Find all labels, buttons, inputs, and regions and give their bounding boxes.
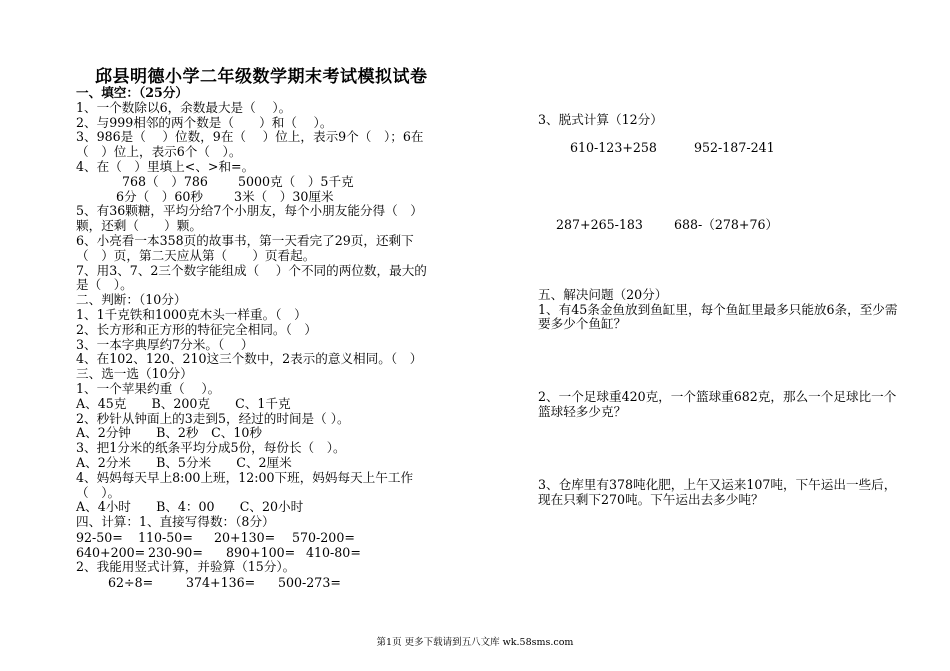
vertical-calc-row [76,575,438,590]
compare-item: 3米（ ）30厘米 [234,188,334,204]
question-1-2: 2、与999相邻的两个数是（ ）和（ ）。 [76,114,333,130]
math-item: 688-（278+76） [674,216,779,232]
compare-row-1 [76,175,438,190]
question-1-5: 5、有36颗糖，平均分给7个小朋友，每个小朋友能分得（ ）颗，还剩（ ）颗。 [76,203,423,234]
question-5-1: 1、有45条金鱼放到鱼缸里，每个鱼缸里最多只能放6条，至少需要多少个鱼缸？ [538,301,898,332]
question-1-7: 7、用3、7、2三个数字能组成（ ）个不同的两位数，最大的是（ ）。 [76,262,427,293]
compare-item: 6分（ ）60秒 [116,188,204,204]
math-item: 570-200= [292,529,355,545]
math-item: 62÷8= [108,574,154,590]
step-calc-row-1 [538,140,908,155]
compare-row-2 [76,190,438,205]
question-4-2: 2、我能用竖式计算，并验算（15分）。 [76,558,296,574]
question-5-3: 3、仓库里有378吨化肥，上午又运来107吨，下午运出一些后，现在只剩下270吨。下午运出去多少吨？ [538,476,897,507]
question-3-1: 1、一个苹果约重（ ）。 [76,380,221,396]
math-item: 610-123+258 [570,139,657,155]
page-footer: 第1页 更多下载请到五八文库 wk.58sms.com [376,637,574,648]
question-3-2: 2、秒针从钟面上的3走到5，经过的时间是（ ）。 [76,410,350,426]
math-item: 640+200= [76,544,146,560]
math-item: 20+130= [214,529,276,545]
question-3-3: 3、把1分米的纸条平均分成5份，每份长（ ）。 [76,440,346,456]
question-3-2-options: A、2分钟 B、2秒 C、10秒 [76,425,262,441]
question-3-1-options: A、45克 B、200克 C、1千克 [76,395,291,411]
math-item: 230-90= [148,544,203,560]
step-calc-row-2 [538,217,908,232]
section-2-header: 二、判断：（10分） [76,292,187,308]
left-column [76,86,438,590]
math-item: 374+136= [186,574,256,590]
section-5-header: 五、解决问题（20分） [538,286,668,302]
math-item: 890+100= [226,544,296,560]
math-item: 287+265-183 [556,216,643,232]
mental-math-row-1 [76,530,438,545]
section-1-header: 一、填空：（25分） [76,85,188,100]
math-item: 110-50= [138,529,193,545]
question-2-4: 4、在102、120、210这三个数中，2表示的意义相同。（ ） [76,351,423,367]
math-item: 410-80= [306,544,361,560]
page-title: 邱县明德小学二年级数学期末考试模拟试卷 [95,67,428,87]
question-1-1: 1、一个数除以6，余数最大是（ ）。 [76,99,292,115]
question-2-2: 2、长方形和正方形的特征完全相同。（ ） [76,321,317,337]
question-1-6: 6、小亮看一本358页的故事书，第一天看完了29页，还剩下（ ）页，第二天应从第（ ）页看起。 [76,232,414,263]
section-3-header: 三、选一选（10分） [76,366,193,382]
mental-math-row-2 [76,545,438,560]
question-3-4: 4、妈妈每天早上8:00上班，12:00下班，妈妈每天上午工作（ ）。 [76,469,414,500]
math-item: 92-50= [76,529,123,545]
compare-item: 5000克（ ）5千克 [238,173,354,189]
section-4-header: 四、计算：1、直接写得数：（8分） [76,514,275,530]
question-2-3: 3、一本字典厚约7分米。（ ） [76,336,254,352]
math-item: 500-273= [278,574,341,590]
step-calc-header: 3、脱式计算（12分） [538,112,663,127]
question-2-1: 1、1千克铁和1000克木头一样重。（ ） [76,306,307,322]
right-column [538,113,908,507]
compare-item: 768（ ）786 [122,173,208,189]
question-1-3: 3、986是（ ）位数，9在（ ）位上，表示9个（ ）；6在（ ）位上，表示6个（ ）。 [76,129,424,160]
question-5-2: 2、一个足球重420克，一个篮球重682克，那么一个足球比一个篮球轻多少克？ [538,389,897,419]
question-3-3-options: A、2分米 B、5分米 C、2厘米 [76,454,292,470]
question-3-4-options: A、4小时 B、4：00 C、20小时 [76,499,304,515]
math-item: 952-187-241 [694,139,775,155]
question-1-4: 4、在（ ）里填上<、>和=。 [76,158,255,174]
